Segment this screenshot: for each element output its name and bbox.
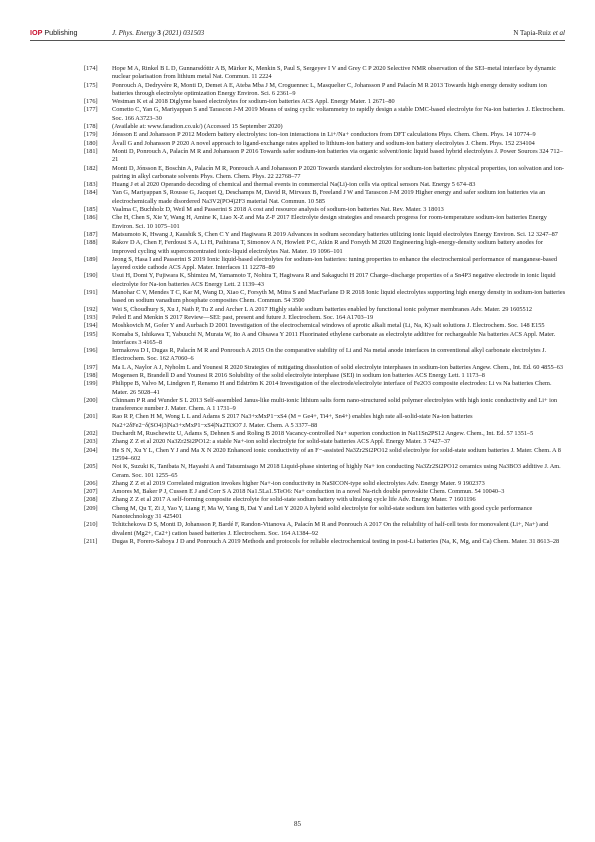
reference-number: [198] [84,371,98,379]
reference-item [84,123,566,131]
reference-text: Tchitchekova D S, Monti D, Johansson P, Bardé F, Randon-Vitanova A, Palacín M R and Ponrouch A 2017 On the reliability of half-cell tests for monovalent (Li+, Na+) and divalent (Mg2+, Ca2+) cation based batteries J. Electrochem. Soc. 164 A1384–92 [112,521,549,537]
reference-number: [176] [84,98,98,106]
reference-text: Ma L A, Naylor A J, Nyholm L and Younesi R 2020 Strategies of mitigating dissolution of solid electrolyte interphases in sodium-ion batteries Angew. Chem., Int. Ed. 60 4855–63 [112,363,564,371]
journal-volume: 3 [157,29,161,37]
reference-text: Huang J et al 2020 Operando decoding of chemical and thermal events in commercial Na(Li)-ion cells via optical sensors Nat. Energy 5 674–83 [112,181,476,189]
reference-item [84,106,566,123]
reference-text: Iermakova D I, Dugas R, Palacín M R and Ponrouch A 2015 On the comparative stability of Li and Na metal anode interfaces in conventional alkyl carbonate electrolytes J. Electrochem. Soc. 162 A7060–6 [112,347,547,363]
reference-text: Åvall G and Johansson P 2020 A novel approach to ligand-exchange rates applied to lithium-ion battery and sodium-ion battery electrolytes J. Chem. Phys. 152 234104 [112,139,535,147]
reference-item [84,488,566,496]
reference-number: [186] [84,214,98,222]
reference-list [84,65,566,546]
reference-item [84,480,566,488]
journal-citation [112,27,204,39]
reference-item [84,314,566,322]
reference-number: [210] [84,521,98,529]
reference-item [84,181,566,189]
reference-number: [204] [84,446,98,454]
reference-number: [188] [84,239,98,247]
reference-text: Jeong S, Hasa I and Passerini S 2019 Ionic liquid-based electrolytes for sodium-ion batteries: tuning properties to enhance the electrochemical performance of manganese-based layered oxide cathode ACS Appl. Mater. Interfaces 11 12278–89 [112,255,558,272]
reference-number: [196] [84,347,98,355]
reference-number: [203] [84,438,98,446]
reference-item [84,239,566,256]
reference-item [84,140,566,148]
reference-text: Dugas R, Forero-Saboya J D and Ponrouch A 2019 Methods and protocols for reliable electrochemical testing in post-Li batteries (Na, K, Mg, and Ca) Chem. Mater. 31 8613–28 [112,537,560,545]
reference-item [84,206,566,214]
reference-item [84,331,566,348]
author-etal: et al [552,29,565,37]
reference-item [84,231,566,239]
reference-item [84,165,566,182]
reference-text: Zhang Z Z et al 2019 Correlated migration invokes higher Na+-ion conductivity in NaSICON-type solid electrolytes Adv. Energy Mater. 9 1902373 [112,479,485,487]
reference-item [84,521,566,538]
reference-item [84,372,566,380]
reference-text: Mogensen R, Brandell D and Younesi R 2016 Solubility of the solid electrolyte interphase (SEI) in sodium ion batteries ACS Energy Lett. 1 1173–8 [112,371,485,379]
running-author [513,27,565,39]
reference-number: [195] [84,330,98,338]
reference-item [84,347,566,364]
reference-text: Monti D, Ponrouch A, Palacín M R and Johansson P 2016 Towards safer sodium-ion batteries via organic solvent/ionic liquid based hybrid electrolytes J. Power Sources 324 712–21 [112,147,563,164]
reference-item [84,272,566,289]
reference-item [84,98,566,106]
reference-text: Zhang Z Z et al 2020 Na3Zr2Si2PO12: a stable Na+-ion solid electrolyte for solid-state batteries ACS Appl. Energy Mater. 3 7427–37 [112,438,451,446]
reference-number: [205] [84,463,98,471]
reference-text: Cheng M, Qu T, Zi J, Yao Y, Liang F, Ma W, Yang B, Dai Y and Lei Y 2020 A hybrid solid electrolyte for solid-state sodium ion batteries with good cycle performance Nanotechnology 31 425401 [112,504,533,521]
reference-number: [206] [84,479,98,487]
reference-item [84,131,566,139]
reference-text: Jónsson E and Johansson P 2012 Modern battery electrolytes: ion–ion interactions in Li+/Na+ conductors from DFT calculations Phys. Chem. Chem. Phys. 14 10774–9 [112,131,536,139]
reference-number: [178] [84,123,98,131]
reference-number: [184] [84,189,98,197]
reference-number: [191] [84,289,98,297]
reference-number: [182] [84,164,98,172]
reference-number: [202] [84,430,98,438]
reference-number: [194] [84,322,98,330]
reference-number: [187] [84,230,98,238]
author-name: N Tapia-Ruiz [513,29,551,37]
reference-number: [185] [84,206,98,214]
reference-text: Usui H, Domi Y, Fujiwara K, Shimizu M, Yamamoto T, Nohira T, Hagiwara R and Sakaguchi H 2017 Charge–discharge properties of a Sn4P3 negative electrode in ionic liquid electrolyte for Na-ion batteries ACS Energy Lett. 2 1139–43 [112,272,556,288]
reference-number: [180] [84,139,98,147]
reference-number: [193] [84,313,98,321]
reference-number: [177] [84,106,98,114]
reference-item [84,256,566,273]
reference-item [84,538,566,546]
reference-item [84,430,566,438]
reference-text: Cometto C, Yan G, Mariyappan S and Tarascon J-M 2019 Means of using cyclic voltammetry to rapidly design a stable DMC-based electrolyte for Na-ion batteries J. Electrochem. Soc. 166 A3723–30 [112,106,565,122]
reference-text: Vaalma C, Buchholz D, Weil M and Passerini S 2018 A cost and resource analysis of sodium-ion batteries Nat. Rev. Mater. 3 18013 [112,206,444,214]
reference-text: Che H, Chen S, Xie Y, Wang H, Amine K, Liao X-Z and Ma Z-F 2017 Electrolyte design strategies and research progress for room-temperature sodium-ion batteries Energy Environ. Sci. 10 1075–101 [112,214,547,230]
reference-number: [190] [84,272,98,280]
reference-item [84,306,566,314]
reference-item [84,189,566,206]
reference-text: Philippe B, Valvo M, Lindgren F, Rensmo H and Edström K 2014 Investigation of the electrode/electrolyte interface of Fe2O3 composite electrodes: Li vs Na batteries Chem. Mater. 26 5028–41 [112,380,552,396]
reference-text: Matsumoto K, Hwang J, Kaushik S, Chen C Y and Hagiwara R 2019 Advances in sodium secondary batteries utilizing ionic liquid electrolytes Energy Environ. Sci. 12 3247–87 [112,230,558,238]
reference-text: Hope M A, Rinkel B L D, Gunnarsdóttir A B, Märker K, Menkin S, Paul S, Sergeyev I V and Grey C P 2020 Selective NMR observation of the SEI–metal interface by dynamic nuclear polarisation from lithium metal Nat. Commun. 11 2224 [112,65,557,81]
reference-item [84,214,566,231]
reference-text: Komaba S, Ishikawa T, Yabuuchi N, Murata W, Ito A and Ohsawa Y 2011 Fluorinated ethylene carbonate as electrolyte additive for rechargeable Na batteries ACS Appl. Mater. Interfaces 3 4165–8 [112,330,556,346]
reference-number: [201] [84,413,98,421]
reference-item [84,65,566,82]
reference-number: [208] [84,496,98,504]
reference-item [84,364,566,372]
reference-item [84,447,566,464]
reference-number: [175] [84,81,98,89]
reference-number: [199] [84,380,98,388]
reference-item [84,289,566,306]
journal-name: J. Phys. Energy [112,29,156,37]
reference-text: Duchardt M, Ruschewitz U, Adams S, Dehnen S and Roling B 2018 Vacancy-controlled Na+ superion conduction in Na11Sn2PS12 Angew. Chem., Int. Ed. 57 1351–5 [112,430,534,438]
journal-year-article: (2021) 031503 [162,29,205,37]
reference-number: [209] [84,504,98,512]
reference-text: Wei S, Choudhury S, Xu J, Nath P, Tu Z and Archer L A 2017 Highly stable sodium batteries enabled by functional ionic polymer membranes Adv. Mater. 29 1605512 [112,305,532,313]
reference-number: [183] [84,181,98,189]
page-header [30,27,565,39]
reference-number: [174] [84,65,98,72]
reference-text: Ponrouch A, Dedryvère R, Monti D, Demet A E, Ateba Mba J M, Croguennec L, Masquelier C, Johansson P and Palacín M R 2013 Towards high energy density sodium ion batteries through electrolyte optimization Energy Environ. Sci. 6 2361–9 [112,81,547,97]
reference-item [84,82,566,99]
reference-number: [189] [84,255,98,263]
reference-item [84,380,566,397]
reference-number: [207] [84,488,98,496]
reference-text: Monti D, Jónsson E, Boschin A, Palacín M R, Ponrouch A and Johansson P 2020 Towards standard electrolytes for sodium-ion batteries: physical properties, ion solvation and ion-pairing in alkyl carbonate solvents Phys. Chem. Chem. Phys. 22 22768–77 [112,164,565,180]
reference-text: Chinnam P R and Wunder S L 2013 Self-assembled Janus-like multi-ionic lithium salts form nano-structured solid polymer electrolytes with high ionic conductivity and Li+ ion transference number J. Mater. Chem. A 1 1731–9 [112,396,558,413]
publisher-name: Publishing [44,28,78,37]
reference-text: Rao R P, Chen H M, Wong L L and Adams S 2017 Na3+xMxP1−xS4 (M = Ge4+, Ti4+, Sn4+) enables high rate all-solid-state Na-ion batteries Na2+2δFe2−δ(SO4)3|Na3+xMxP1−xS4|Na2Ti3O7 J. Mater. Chem. A 5 3377–88 [112,413,473,429]
reference-item [84,496,566,504]
reference-item [84,397,566,414]
reference-item [84,322,566,330]
reference-text: He S N, Xu Y L, Chen Y J and Ma X N 2020 Enhanced ionic conductivity of an F−-assisted Na3Zr2Si2PO12 solid electrolyte for solid-state sodium batteries J. Mater. Chem. A 8 12594–602 [112,446,561,462]
page-number: 85 [294,820,301,828]
reference-item [84,505,566,522]
reference-item [84,463,566,480]
reference-text: Moshkovich M, Gofer Y and Aurbach D 2001 Investigation of the electrochemical windows of aprotic alkali metal (Li, Na, K) salt solutions J. Electrochem. Soc. 148 E155 [112,322,545,330]
reference-number: [181] [84,147,98,155]
reference-text: Zhang Z Z et al 2017 A self-forming composite electrolyte for solid-state sodium battery with ultralong cycle life Adv. Energy Mater. 7 1601196 [112,496,476,504]
header-rule [30,40,565,41]
reference-text: (Available at: www.faradion.co.uk/) (Accessed 15 September 2020) [112,123,283,131]
reference-text: Rakov D A, Chen F, Ferdousi S A, Li H, Pathirana T, Simonov A N, Howlett P C, Atkin R and Forsyth M 2020 Engineering high-energy-density sodium battery anodes for improved cycling with superconcentrated ionic-liquid electrolytes Nat. Mater. 19 1096–101 [112,239,543,255]
reference-number: [179] [84,131,98,139]
reference-text: Westman K et al 2018 Diglyme based electrolytes for sodium-ion batteries ACS Appl. Energy Mater. 1 2671–80 [112,98,395,106]
reference-number: [197] [84,363,98,371]
reference-item [84,148,566,165]
reference-item [84,413,566,430]
reference-text: Manohar C V, Mendes T C, Kar M, Wang D, Xiao C, Forsyth M, Mitra S and MacFarlane D R 2018 Ionic liquid electrolytes supporting high energy density in sodium-ion batteries based on sodium vanadium phosphate composites Chem. Commun. 54 3500 [112,289,566,305]
reference-text: Yan G, Mariyappan S, Rousse G, Jacquet Q, Deschamps M, David R, Mirvaux B, Freeland J W and Tarascon J-M 2019 Higher energy and safer sodium ion batteries via an electrochemically made disordered Na3V2(PO4)2F3 material Nat. Commun. 10 585 [112,189,546,205]
reference-number: [211] [84,537,98,545]
reference-text: Amores M, Baker P J, Cussen E J and Corr S A 2018 Na1.5La1.5TeO6: Na+ conduction in a novel Na-rich double perovskite Chem. Commun. 54 10040–3 [112,488,505,496]
reference-text: Noi K, Suzuki K, Tanibata N, Hayashi A and Tatsumisago M 2018 Liquid-phase sintering of highly Na+ ion conducting Na3Zr2Si2PO12 ceramics using Na3BO3 additive J. Am. Ceram. Soc. 101 1255–65 [112,463,561,479]
reference-item [84,438,566,446]
publisher-logo: IOP Publishing [30,28,78,37]
reference-number: [192] [84,305,98,313]
reference-text: Peled E and Menkin S 2017 Review—SEI: past, present and future J. Electrochem. Soc. 164 A1703–19 [112,313,374,321]
reference-number: [200] [84,396,98,404]
